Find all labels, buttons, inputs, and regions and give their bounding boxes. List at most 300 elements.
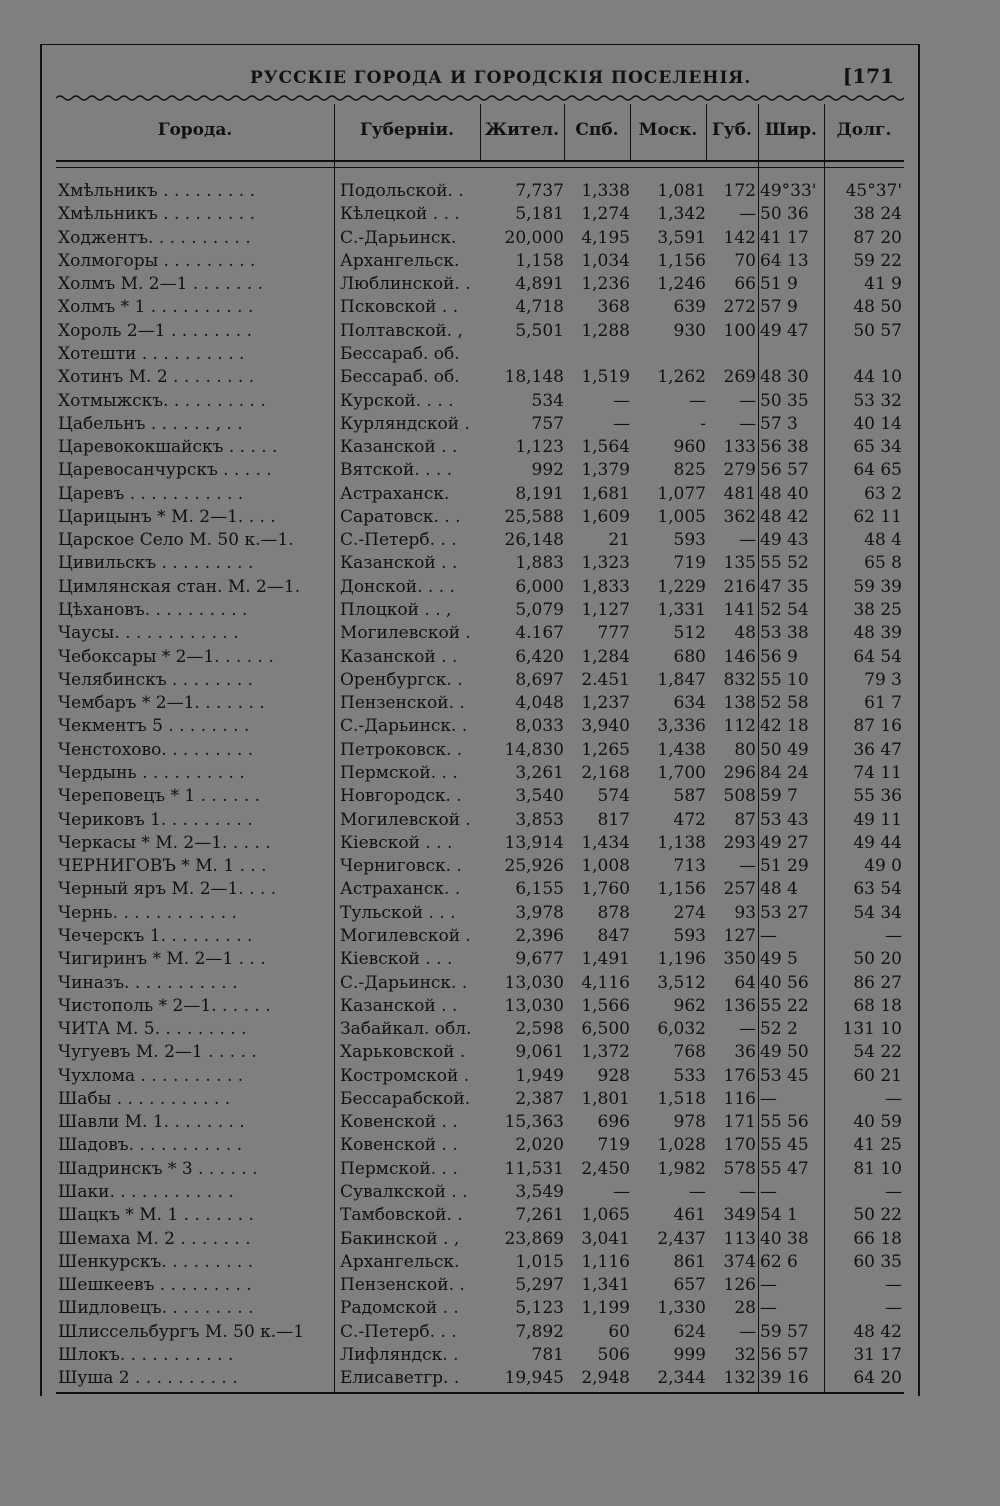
cell-gub-distance: 32 [734,1345,756,1365]
cell-latitude: 50 35 [760,390,809,411]
cell-city: Хотинъ М. 2 . . . . . . . . [58,367,255,388]
cell-spb-distance: — [613,1182,630,1203]
cell-gub-distance: 279 [723,460,756,481]
cell-population: 3,853 [515,809,564,830]
cell-population: 6,000 [515,576,564,597]
cell-gub-distance: — [739,413,756,434]
cell-city: Черный яръ М. 2—1. . . . [58,879,277,900]
cell-gubernia: Тамбовской. . [340,1205,463,1226]
cell-city: Шадринскъ * 3 . . . . . . [58,1158,258,1179]
cell-spb-distance: 1,127 [581,600,630,621]
cell-gubernia: С.-Дарьинск. . [340,972,468,993]
column-header-lon: Долг. [836,120,892,140]
cell-longitude: 54 34 [853,902,902,923]
cell-moscow-distance: 533 [673,1065,706,1086]
cell-city: Хмѣльникъ . . . . . . . . . [58,204,256,225]
cell-gubernia: Черниговск. . [340,856,462,877]
cell-gubernia: Кіевской . . . [340,949,453,970]
cell-moscow-distance: 1,028 [657,1135,706,1156]
cell-spb-distance: 1,284 [581,646,630,667]
cell-gubernia: Ковенской . . [340,1112,458,1133]
cell-gub-distance: 142 [723,227,756,248]
cell-moscow-distance: 461 [673,1205,706,1226]
cell-spb-distance: 1,372 [581,1042,630,1063]
cell-gub-distance: 66 [734,274,756,295]
table-row [56,622,904,645]
cell-population: 5,123 [515,1298,564,1319]
cell-moscow-distance: 657 [673,1275,706,1296]
cell-city: Ченстохово. . . . . . . . . [58,739,254,760]
cell-spb-distance: 847 [597,925,630,946]
cell-gubernia: Кіевской . . . [340,832,453,853]
cell-longitude: 79 3 [864,669,902,690]
cell-population: 23,869 [504,1228,564,1249]
cell-latitude: 48 30 [760,367,809,388]
cell-latitude: 56 9 [760,646,798,667]
cell-spb-distance: 1,065 [581,1205,630,1226]
cell-population: 7,892 [515,1321,564,1342]
cell-gubernia: С.-Петерб. . . [340,530,457,551]
cell-city: Чистополь * 2—1. . . . . . [58,995,271,1016]
table-row [56,1088,904,1111]
cell-spb-distance: — [613,413,630,434]
cell-gubernia: Подольской. . [340,181,464,201]
cell-longitude: 50 22 [853,1205,902,1226]
cell-moscow-distance: 1,262 [657,367,706,388]
cell-latitude: 47 35 [760,576,809,597]
cell-city: Шидловецъ. . . . . . . . . [58,1298,254,1319]
cell-city: Шадовъ. . . . . . . . . . . [58,1135,243,1156]
cell-longitude: 55 36 [853,786,902,807]
cell-spb-distance: 1,199 [581,1298,630,1319]
cell-latitude: 49 27 [760,832,809,853]
cell-gub-distance: 832 [723,669,756,690]
cell-city: Ходжентъ. . . . . . . . . . [58,227,251,248]
table-row [56,343,904,366]
cell-spb-distance: 3,041 [581,1228,630,1249]
cell-city: Хотешти . . . . . . . . . . [58,343,245,364]
cell-city: ЧИТА М. 5. . . . . . . . . [58,1019,247,1040]
cell-population: 19,945 [504,1368,564,1389]
cell-gubernia: Харьковской . [340,1042,466,1063]
cell-city: Царевъ . . . . . . . . . . . [58,483,244,504]
cell-city: Царевосанчурскъ . . . . . [58,460,272,481]
cell-longitude: 63 54 [853,879,902,900]
cell-latitude: 50 49 [760,739,809,760]
cell-longitude: 59 22 [853,250,902,271]
cell-population: 7,737 [515,181,564,201]
cell-spb-distance: 1,379 [581,460,630,481]
table-row [56,1111,904,1134]
cell-gubernia: Вятской. . . . [340,460,453,481]
cell-city: Шуша 2 . . . . . . . . . . [58,1368,238,1389]
cell-gub-distance: 70 [734,250,756,271]
cell-spb-distance: 1,609 [581,506,630,527]
cell-population: 4,718 [515,297,564,318]
cell-city: Шлиссельбургъ М. 50 к.—1 [58,1321,305,1342]
cell-moscow-distance: 472 [673,809,706,830]
table-row [56,1228,904,1251]
table-row [56,180,904,203]
cell-gubernia: Бессараб. об. [340,343,460,364]
cell-population: 992 [531,460,564,481]
cell-moscow-distance: 861 [673,1251,706,1272]
table-row [56,1274,904,1297]
cell-longitude: 49 44 [853,832,902,853]
column-header-population: Жител. [484,120,560,140]
cell-moscow-distance: 1,342 [657,204,706,225]
cell-gub-distance: 116 [723,1088,756,1109]
cell-gub-distance: 216 [723,576,756,597]
cell-longitude: 131 10 [842,1019,902,1040]
cell-population: 1,158 [515,250,564,271]
table-row [56,902,904,925]
cell-moscow-distance: 713 [673,856,706,877]
cell-moscow-distance: 960 [673,437,706,458]
table-row [56,459,904,482]
cell-longitude: 86 27 [853,972,902,993]
cell-city: Черкасы * М. 2—1. . . . . [58,832,271,853]
column-header-gubernia: Губерніи. [359,120,455,140]
cell-latitude: 84 24 [760,763,809,783]
cell-latitude: 54 1 [760,1205,798,1226]
cell-moscow-distance: 930 [673,320,706,341]
cell-gubernia: Петроковск. . [340,739,463,760]
cell-spb-distance: 1,491 [581,949,630,970]
cell-longitude: — [885,1182,902,1203]
cell-city: Чернь. . . . . . . . . . . . [58,902,237,923]
table-row [56,1344,904,1367]
bottom-rule [56,1392,904,1394]
cell-latitude: 55 47 [760,1158,809,1179]
table-row [56,972,904,995]
cell-city: Хмѣльникъ . . . . . . . . . [58,181,256,201]
cell-gubernia: Полтавской. , [340,320,463,341]
cell-gubernia: Псковской . . [340,297,459,318]
cell-moscow-distance: 593 [673,530,706,551]
cell-gubernia: Архангельск. [340,1251,460,1272]
cell-gub-distance: 481 [723,483,756,504]
cell-population: 4,048 [515,693,564,714]
cell-spb-distance: 1,338 [581,181,630,201]
cell-city: Чиназъ. . . . . . . . . . . [58,972,238,993]
cell-latitude: 53 27 [760,902,809,923]
cell-city: Чердынь . . . . . . . . . . [58,763,245,783]
cell-latitude: 42 18 [760,716,809,737]
cell-population: 8,697 [515,669,564,690]
cell-gub-distance: — [739,1182,756,1203]
cell-population: 3,261 [515,763,564,783]
page-title: РУССКІЕ ГОРОДА И ГОРОДСКІЯ ПОСЕЛЕНІЯ. [250,68,752,88]
table-row [56,576,904,599]
cell-spb-distance: 1,681 [581,483,630,504]
cell-population: 20,000 [504,227,564,248]
table-row [56,739,904,762]
column-header-spb: Спб. [575,120,619,140]
table-row [56,296,904,319]
cell-spb-distance: 719 [597,1135,630,1156]
cell-gubernia: Курляндской . [340,413,470,434]
cell-population: 2,396 [515,925,564,946]
cell-longitude: 45°37' [845,181,902,201]
cell-moscow-distance: 1,229 [657,576,706,597]
running-head [60,64,900,96]
cell-moscow-distance: 593 [673,925,706,946]
cell-population: 1,123 [515,437,564,458]
cell-spb-distance: 817 [597,809,630,830]
cell-gubernia: Новгородск. . [340,786,462,807]
cell-latitude: 39 16 [760,1368,809,1389]
cell-gubernia: Могилевской . [340,623,471,644]
cell-spb-distance: 1,801 [581,1088,630,1109]
cell-city: Шабы . . . . . . . . . . . [58,1088,231,1109]
table-row [56,483,904,506]
cell-gub-distance: 176 [723,1065,756,1086]
cell-moscow-distance: 1,700 [657,763,706,783]
cell-moscow-distance: 624 [673,1321,706,1342]
cell-population: 7,261 [515,1205,564,1226]
cell-latitude: 55 22 [760,995,809,1016]
cell-gub-distance: 374 [723,1251,756,1272]
cell-moscow-distance: 1,138 [657,832,706,853]
cell-gub-distance: — [739,1321,756,1342]
cell-longitude: 44 10 [853,367,902,388]
cell-latitude: 49 5 [760,949,798,970]
cell-longitude: 81 10 [853,1158,902,1179]
cell-gubernia: Архангельск. [340,250,460,271]
table-row [56,552,904,575]
cell-population: 1,949 [515,1065,564,1086]
cell-longitude: 40 14 [853,413,902,434]
table-row [56,995,904,1018]
cell-latitude: 48 40 [760,483,809,504]
cell-latitude: 57 9 [760,297,798,318]
cell-city: Шаки. . . . . . . . . . . . [58,1182,234,1203]
cell-population: 15,363 [504,1112,564,1133]
cell-spb-distance: 506 [597,1345,630,1365]
cell-longitude: 49 0 [864,856,902,877]
table-row [56,669,904,692]
table-row [56,529,904,552]
cell-latitude: 53 45 [760,1065,809,1086]
cell-longitude: 63 2 [864,483,902,504]
column-divider [564,104,565,160]
cell-gub-distance: 257 [723,879,756,900]
table-row [56,1181,904,1204]
cell-population: 14,830 [504,739,564,760]
cell-moscow-distance: 1,156 [657,250,706,271]
cell-spb-distance: 368 [597,297,630,318]
cell-latitude: 52 58 [760,693,809,714]
cell-city: ЧЕРНИГОВЪ * М. 1 . . . [58,856,267,877]
cell-moscow-distance: 999 [673,1345,706,1365]
cell-latitude: 48 4 [760,879,798,900]
cell-longitude: 41 9 [864,274,902,295]
cell-longitude: — [885,1298,902,1319]
cell-population: 25,588 [504,506,564,527]
cell-spb-distance: 1,564 [581,437,630,458]
cell-city: Холмъ М. 2—1 . . . . . . . [58,274,264,295]
cell-longitude: 60 35 [853,1251,902,1272]
cell-population: 757 [531,413,564,434]
cell-city: Чериковъ 1. . . . . . . . . [58,809,253,830]
cell-population: 9,061 [515,1042,564,1063]
cell-spb-distance: 1,288 [581,320,630,341]
cell-gubernia: Астраханск. . [340,879,461,900]
cell-population: 6,420 [515,646,564,667]
cell-latitude: 64 13 [760,250,809,271]
cell-latitude: 57 3 [760,413,798,434]
cell-spb-distance: 696 [597,1112,630,1133]
cell-spb-distance: 1,237 [581,693,630,714]
table-row [56,250,904,273]
cell-gub-distance: — [739,390,756,411]
cell-gubernia: С.-Петерб. . . [340,1321,457,1342]
table-row [56,925,904,948]
cell-latitude: 59 7 [760,786,798,807]
cell-population: 2,020 [515,1135,564,1156]
cell-spb-distance: 1,341 [581,1275,630,1296]
cell-moscow-distance: 6,032 [657,1019,706,1040]
cell-gub-distance: 508 [723,786,756,807]
cell-population: 25,926 [504,856,564,877]
cell-gubernia: Лифляндск. . [340,1345,459,1365]
cell-longitude: 54 22 [853,1042,902,1063]
cell-longitude: 87 16 [853,716,902,737]
cell-population: 26,148 [504,530,564,551]
page-number: [171 [842,64,894,88]
cell-longitude: 64 54 [853,646,902,667]
cell-gub-distance: 349 [723,1205,756,1226]
cell-moscow-distance: 1,081 [657,181,706,201]
cell-gubernia: Ковенской . . [340,1135,458,1156]
table-row [56,832,904,855]
cell-gubernia: С.-Дарьинск. . [340,716,468,737]
cell-moscow-distance: 634 [673,693,706,714]
cell-gub-distance: 48 [734,623,756,644]
cell-moscow-distance: 587 [673,786,706,807]
cell-gub-distance: 136 [723,995,756,1016]
cell-city: Шацкъ * М. 1 . . . . . . . [58,1205,254,1226]
cell-moscow-distance: 2,344 [657,1368,706,1389]
cell-moscow-distance: 1,077 [657,483,706,504]
cell-gub-distance: 170 [723,1135,756,1156]
cell-longitude: 65 8 [864,553,902,574]
table-row [56,413,904,436]
cell-gub-distance: 132 [723,1368,756,1389]
cell-spb-distance: 1,434 [581,832,630,853]
cell-population: 5,181 [515,204,564,225]
cell-longitude: 40 59 [853,1112,902,1133]
decorative-wave-rule [56,93,904,103]
table-row [56,948,904,971]
cell-longitude: 38 24 [853,204,902,225]
table-row [56,1158,904,1181]
cell-gubernia: Радомской . . [340,1298,459,1319]
cell-moscow-distance: — [689,390,706,411]
cell-longitude: 36 47 [853,739,902,760]
table-row [56,1251,904,1274]
table-row [56,599,904,622]
cell-moscow-distance: 274 [673,902,706,923]
cell-latitude: 40 38 [760,1228,809,1249]
cell-gubernia: Бессараб. об. [340,367,460,388]
cell-gub-distance: 272 [723,297,756,318]
cell-city: Шенкурскъ. . . . . . . . . [58,1251,254,1272]
cell-population: 8,033 [515,716,564,737]
cell-city: Чембаръ * 2—1. . . . . . . [58,693,265,714]
cell-latitude: 52 2 [760,1019,798,1040]
cell-gubernia: Сувалкской . . [340,1182,468,1203]
cell-city: Чугуевъ М. 2—1 . . . . . [58,1042,257,1063]
cell-spb-distance: 1,265 [581,739,630,760]
cell-latitude: — [760,925,777,946]
table-row [56,390,904,413]
cell-spb-distance: 6,500 [581,1019,630,1040]
cell-latitude: 62 6 [760,1251,798,1272]
cell-spb-distance: 3,940 [581,716,630,737]
cell-gub-distance: 87 [734,809,756,830]
cell-gubernia: Казанской . . [340,995,458,1016]
cell-moscow-distance: — [689,1182,706,1203]
table-row [56,692,904,715]
column-divider [706,104,707,160]
table-row [56,1041,904,1064]
cell-spb-distance: 1,008 [581,856,630,877]
cell-population: 13,914 [504,832,564,853]
cell-gub-distance: 126 [723,1275,756,1296]
cell-gub-distance: 113 [723,1228,756,1249]
cell-moscow-distance: 1,331 [657,600,706,621]
cell-population: 3,549 [515,1182,564,1203]
cell-gub-distance: 28 [734,1298,756,1319]
cell-gub-distance: 135 [723,553,756,574]
table-row [56,436,904,459]
cell-gubernia: Пермской. . . [340,763,458,783]
cell-spb-distance: 2,168 [581,763,630,783]
cell-city: Череповецъ * 1 . . . . . . [58,786,261,807]
cell-longitude: 66 18 [853,1228,902,1249]
cell-spb-distance: 4,195 [581,227,630,248]
cell-gubernia: Пензенской. . [340,693,465,714]
table-row [56,785,904,808]
cell-moscow-distance: 768 [673,1042,706,1063]
cell-latitude: 55 45 [760,1135,809,1156]
cell-gubernia: Саратовск. . . [340,506,461,527]
column-divider [480,104,481,160]
cell-population: 5,501 [515,320,564,341]
cell-gubernia: Курской. . . . [340,390,454,411]
cell-longitude: 59 39 [853,576,902,597]
cell-latitude: 49 43 [760,530,809,551]
cell-moscow-distance: 1,330 [657,1298,706,1319]
cell-longitude: 31 17 [853,1345,902,1365]
cell-longitude: 65 34 [853,437,902,458]
cell-longitude: 62 11 [853,506,902,527]
cell-spb-distance: 1,519 [581,367,630,388]
cell-population: 534 [531,390,564,411]
cell-moscow-distance: 962 [673,995,706,1016]
cell-city: Цимлянская стан. М. 2—1. [58,576,301,597]
cell-gub-distance: 100 [723,320,756,341]
cell-longitude: 48 4 [864,530,902,551]
cell-spb-distance: 1,236 [581,274,630,295]
cell-spb-distance: 574 [597,786,630,807]
cell-longitude: 48 50 [853,297,902,318]
cell-spb-distance: 1,323 [581,553,630,574]
table-row [56,1367,904,1390]
cell-population: 5,297 [515,1275,564,1296]
